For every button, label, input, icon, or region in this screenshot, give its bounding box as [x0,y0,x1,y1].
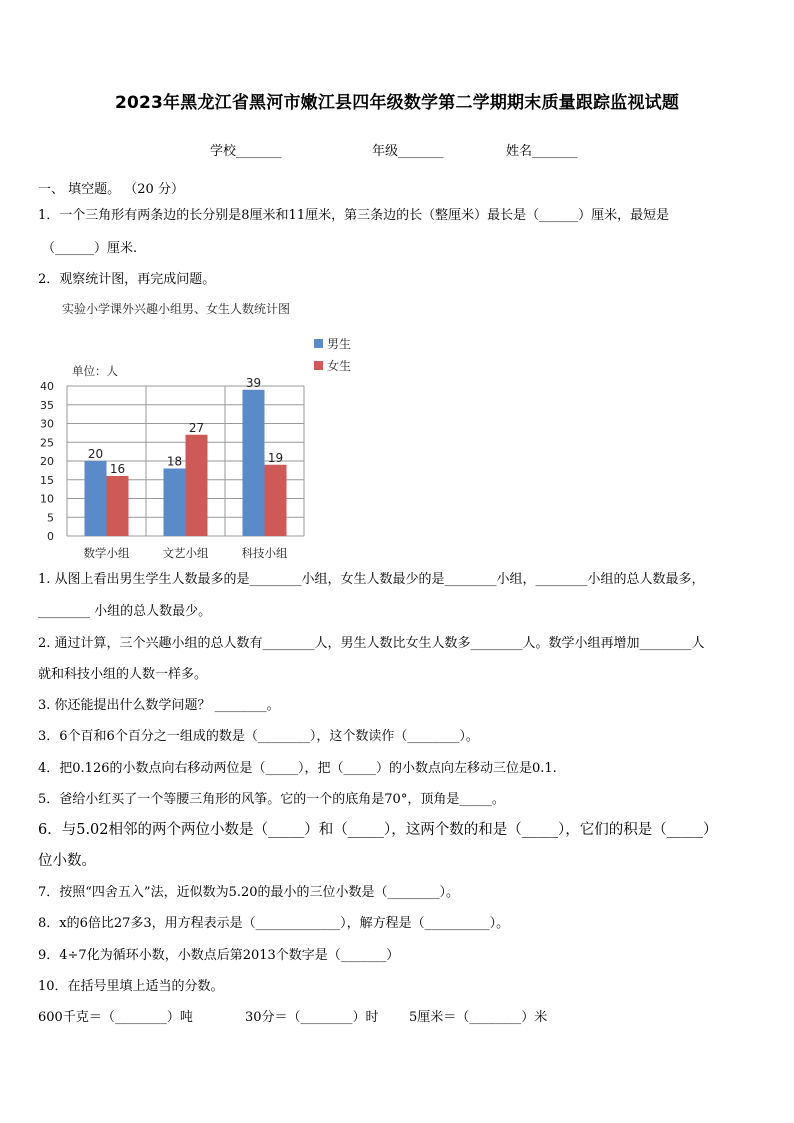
chart-y-label: 单位：人 [72,364,118,378]
question-6-line2: 位小数。 [38,853,96,869]
chart-data-label: 16 [109,462,126,476]
chart-y-tick-label: 40 [40,380,54,393]
name-field: 姓名_______ [506,144,578,159]
chart-bar-female [265,465,287,536]
chart-x-tick-label: 文艺小组 [162,546,209,560]
question-10-b: 30分＝（________）时 [245,1010,379,1025]
question-1-line2: （______）厘米. [42,241,138,256]
question-3: 3．6个百和6个百分之一组成的数是（________），这个数读作（________）。 [38,729,479,744]
chart-y-tick-label: 10 [40,492,54,506]
question-2-sub2-line2: 就和科技小组的人数一样多。 [38,667,208,682]
question-6-line1: 6．与5.02相邻的两个两位小数是（_____）和（_____），这两个数的和是（_____），它们的积是（_____） [38,822,718,838]
chart-x-tick-label: 科技小组 [241,546,288,560]
question-7: 7．按照“四舍五入”法，近似数为5.20的最小的三位小数是（________）。 [38,885,460,900]
chart-data-label: 18 [166,454,183,469]
question-10-a: 600千克＝（________）吨 [38,1010,193,1025]
chart-data-label: 27 [188,420,205,435]
chart-legend-swatch [314,361,323,370]
chart-y-tick-label: 35 [40,398,54,412]
chart-data-label: 20 [87,447,104,461]
school-field: 学校_______ [210,144,282,159]
question-9: 9．4÷7化为循环小数，小数点后第2013个数字是（_______） [38,948,400,963]
question-2-sub1-line1: 1. 从图上看出男生学生人数最多的是________小组，女生人数最少的是________小组，________小组的总人数最多， [38,572,705,587]
question-10-c: 5厘米＝（________）米 [409,1010,548,1025]
chart-x-tick-label: 数学小组 [83,546,130,560]
chart-y-tick-label: 25 [40,436,54,450]
chart-y-tick-label: 5 [47,511,54,525]
chart-title: 实验小学课外兴趣小组男、女生人数统计图 [62,302,291,316]
question-5: 5．爸给小红买了一个等腰三角形的风筝。它的一个的底角是70°，顶角是_____。 [38,792,505,807]
question-8: 8．x的6倍比27多3，用方程表示是（_____________），解方程是（__________）。 [38,916,510,931]
chart-bar-female [186,435,208,536]
chart-bar-female [107,476,129,536]
chart-data-label: 39 [245,375,262,390]
question-2-heading: 2．观察统计图，再完成问题。 [38,272,216,287]
chart-bar-male [243,390,265,536]
question-2-sub3: 3. 你还能提出什么数学问题？ ________。 [38,698,280,713]
chart-bar-male [85,461,107,536]
chart-legend-label: 男生 [327,337,352,351]
question-1-line1: 1．一个三角形有两条边的长分别是8厘米和11厘米，第三条边的长（整厘米）最长是（______）厘米，最短是 [38,208,670,223]
chart-legend-swatch [314,339,323,348]
chart-bar-male [164,469,186,537]
question-2-sub2-line1: 2. 通过计算，三个兴趣小组的总人数有________人，男生人数比女生人数多________人。数学小组再增加________人 [38,636,705,651]
chart-y-tick-label: 15 [40,473,54,487]
question-2-sub1-line2: ________ 小组的总人数最少。 [38,604,212,619]
chart-data-label: 19 [267,450,284,465]
chart-y-tick-label: 0 [47,530,54,543]
bar-chart [30,332,370,562]
question-10-heading: 10．在括号里填上适当的分数。 [38,979,224,994]
page-title: 2023年黑龙江省黑河市嫩江县四年级数学第二学期期末质量跟踪监视试题 [114,93,680,113]
grade-field: 年级_______ [372,144,444,159]
question-4: 4．把0.126的小数点向右移动两位是（_____），把（_____）的小数点向左移动三位是0.1. [38,761,557,776]
chart-y-tick-label: 20 [40,455,54,468]
chart-legend-label: 女生 [327,359,352,373]
section-heading: 一、 填空题。 （20 分） [38,182,184,197]
chart-y-tick-label: 30 [40,417,54,431]
